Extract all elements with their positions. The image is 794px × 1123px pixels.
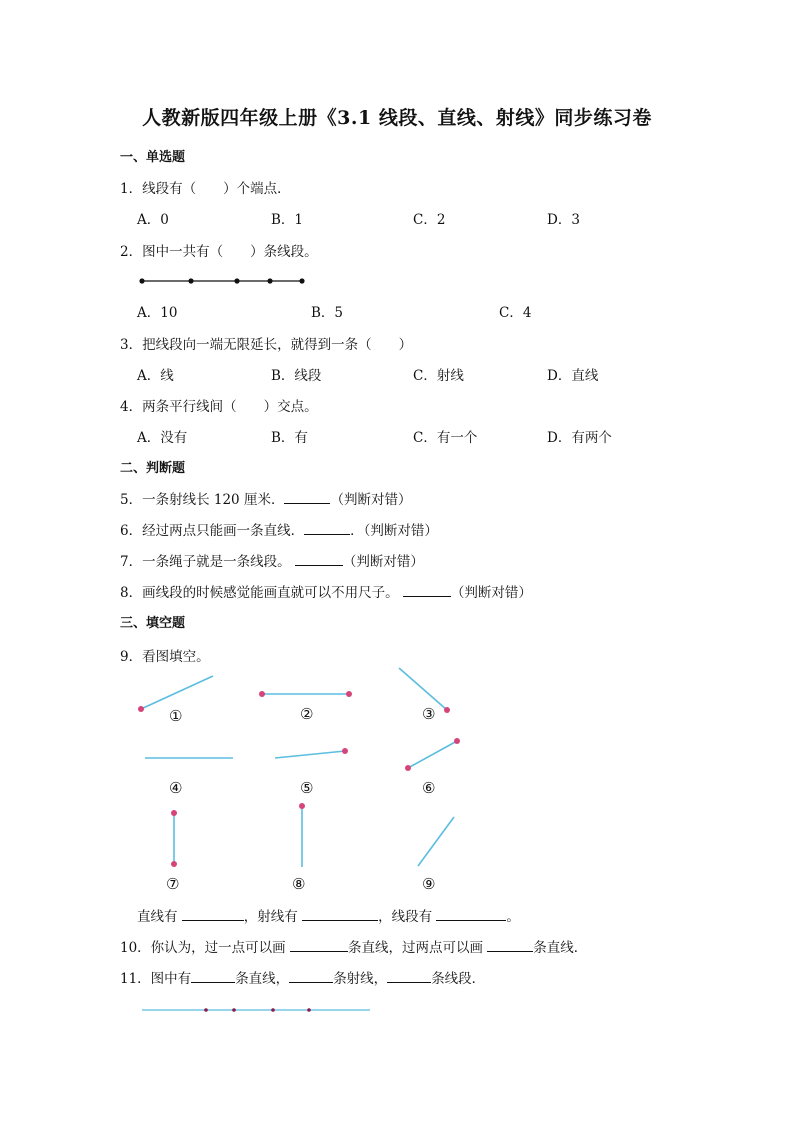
q2-option-c[interactable]: C．4 [499,305,532,321]
q3-option-c[interactable]: C．射线 [413,368,464,384]
q4-option-c[interactable]: C．有一个 [413,430,478,446]
question-9: 9．看图填空。 [120,649,210,665]
fig2-label: ② [300,705,314,723]
fig5-label: ⑤ [300,779,314,797]
q2-option-b[interactable]: B．5 [311,305,344,321]
q4-option-d[interactable]: D．有两个 [547,430,612,446]
fig4-label: ④ [169,779,183,797]
fig1-label: ① [169,707,183,725]
q11-point [204,1008,208,1012]
fig8-label: ⑧ [292,875,306,893]
q10-text-a: 10．你认为，过一点可以画 [120,940,290,956]
q11-text-c: 条射线， [333,971,388,987]
q11-point [271,1008,275,1012]
q11-point [307,1008,311,1012]
q3-option-d[interactable]: D．直线 [547,368,599,384]
q4-option-a[interactable]: A．没有 [137,430,188,446]
q10-text-c: 条直线． [533,940,588,956]
fig6-label: ⑥ [422,779,436,797]
question-2: 2．图中一共有（ ）条线段。 [120,244,318,260]
q3-option-a[interactable]: A．线 [137,368,174,384]
page-title: 人教新版四年级上册《3.1 线段、直线、射线》同步练习卷 [142,107,652,129]
q8-suffix: （判断对错） [450,585,532,601]
q4-option-b[interactable]: B．有 [271,430,308,446]
q9-label-segments: ，线段有 [378,909,437,925]
q10-text-b: 条直线，过两点可以画 [347,940,488,956]
q1-option-b[interactable]: B．1 [271,212,304,228]
q1-option-c[interactable]: C．2 [413,212,446,228]
q11-text-b: 条直线， [235,971,290,987]
q1-option-a[interactable]: A．0 [137,212,169,228]
q8-text: 8．画线段的时候感觉能画直就可以不用尺子。 [120,585,403,601]
q9-end: 。 [506,909,520,925]
q5-suffix: （判断对错） [330,492,412,508]
question-4: 4．两条平行线间（ ）交点。 [120,399,318,415]
q11-point [232,1008,236,1012]
question-1: 1．线段有（ ）个端点． [120,181,291,197]
q2-option-a[interactable]: A．10 [137,305,178,321]
section-heading-single-choice: 一、单选题 [120,150,186,165]
q1-option-d[interactable]: D．3 [547,212,580,228]
q11-text-d: 条线段． [431,971,486,987]
q6-text: 6．经过两点只能画一条直线． [120,523,305,539]
q9-label-lines: 直线有 [137,909,182,925]
q6-suffix: ．（判断对错） [350,523,438,539]
section-heading-fill-in: 三、填空题 [120,616,186,631]
q5-text: 5．一条射线长 120 厘米． [120,492,285,508]
q11-text-a: 11．图中有 [120,971,192,987]
section-heading-true-false: 二、判断题 [120,461,186,476]
q9-label-rays: ，射线有 [243,909,303,925]
q3-option-b[interactable]: B．线段 [271,368,322,384]
q7-text: 7．一条绳子就是一条线段。 [120,554,295,570]
fig9-label: ⑨ [422,875,436,893]
question-3: 3．把线段向一端无限延长，就得到一条（ ） [120,337,413,353]
fig3-label: ③ [422,705,436,723]
q7-suffix: （判断对错） [342,554,424,570]
fig7-label: ⑦ [166,875,180,893]
